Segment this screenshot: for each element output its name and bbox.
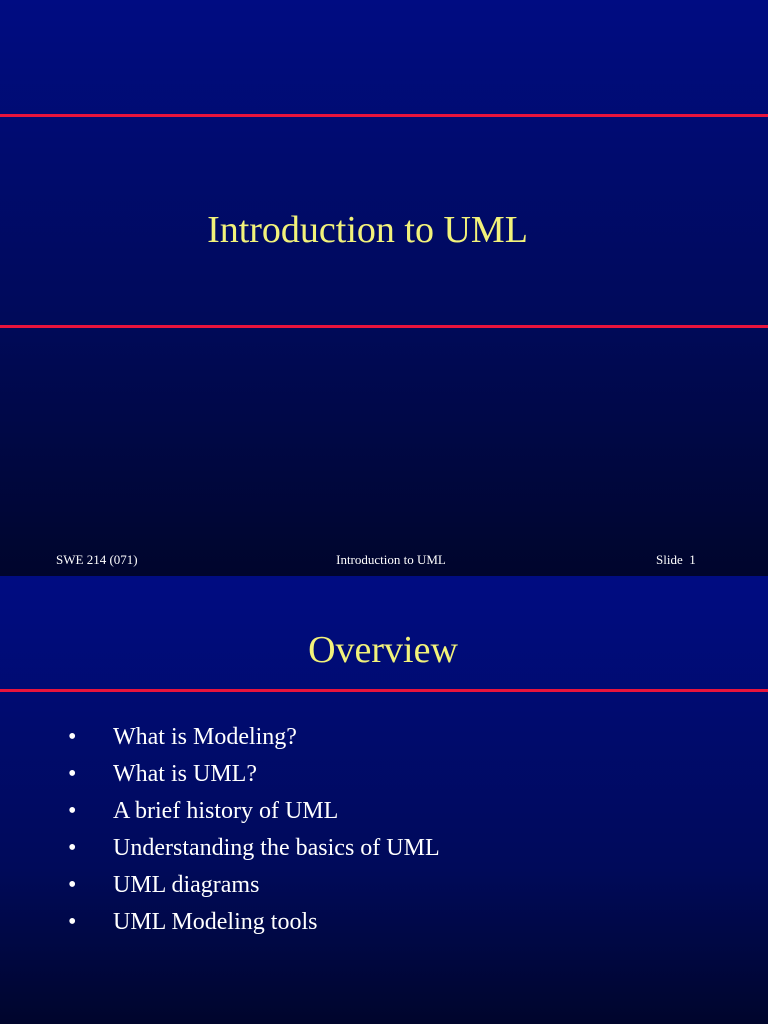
bullet-text: What is UML? — [113, 761, 257, 787]
bullet-text: What is Modeling? — [113, 724, 297, 750]
bullet-icon: • — [68, 724, 77, 750]
footer-course: SWE 214 (071) — [56, 552, 138, 567]
bullet-icon: • — [68, 761, 77, 787]
top-divider-line — [0, 114, 768, 117]
slide-2 — [0, 576, 768, 1024]
footer-topic: Introduction to UML — [336, 552, 446, 567]
bullet-icon: • — [68, 835, 77, 861]
bullet-text: UML diagrams — [113, 872, 260, 898]
bullet-text: A brief history of UML — [113, 798, 339, 824]
bottom-divider-line — [0, 325, 768, 328]
bullet-icon: • — [68, 909, 77, 935]
bullet-text: UML Modeling tools — [113, 909, 318, 935]
footer-slide-number: Slide 1 — [656, 552, 696, 567]
slide-title: Overview — [308, 629, 458, 671]
bullet-icon: • — [68, 798, 77, 824]
bullet-icon: • — [68, 872, 77, 898]
title-divider-line — [0, 689, 768, 692]
slide-title: Introduction to UML — [207, 209, 528, 251]
bullet-text: Understanding the basics of UML — [113, 835, 440, 861]
